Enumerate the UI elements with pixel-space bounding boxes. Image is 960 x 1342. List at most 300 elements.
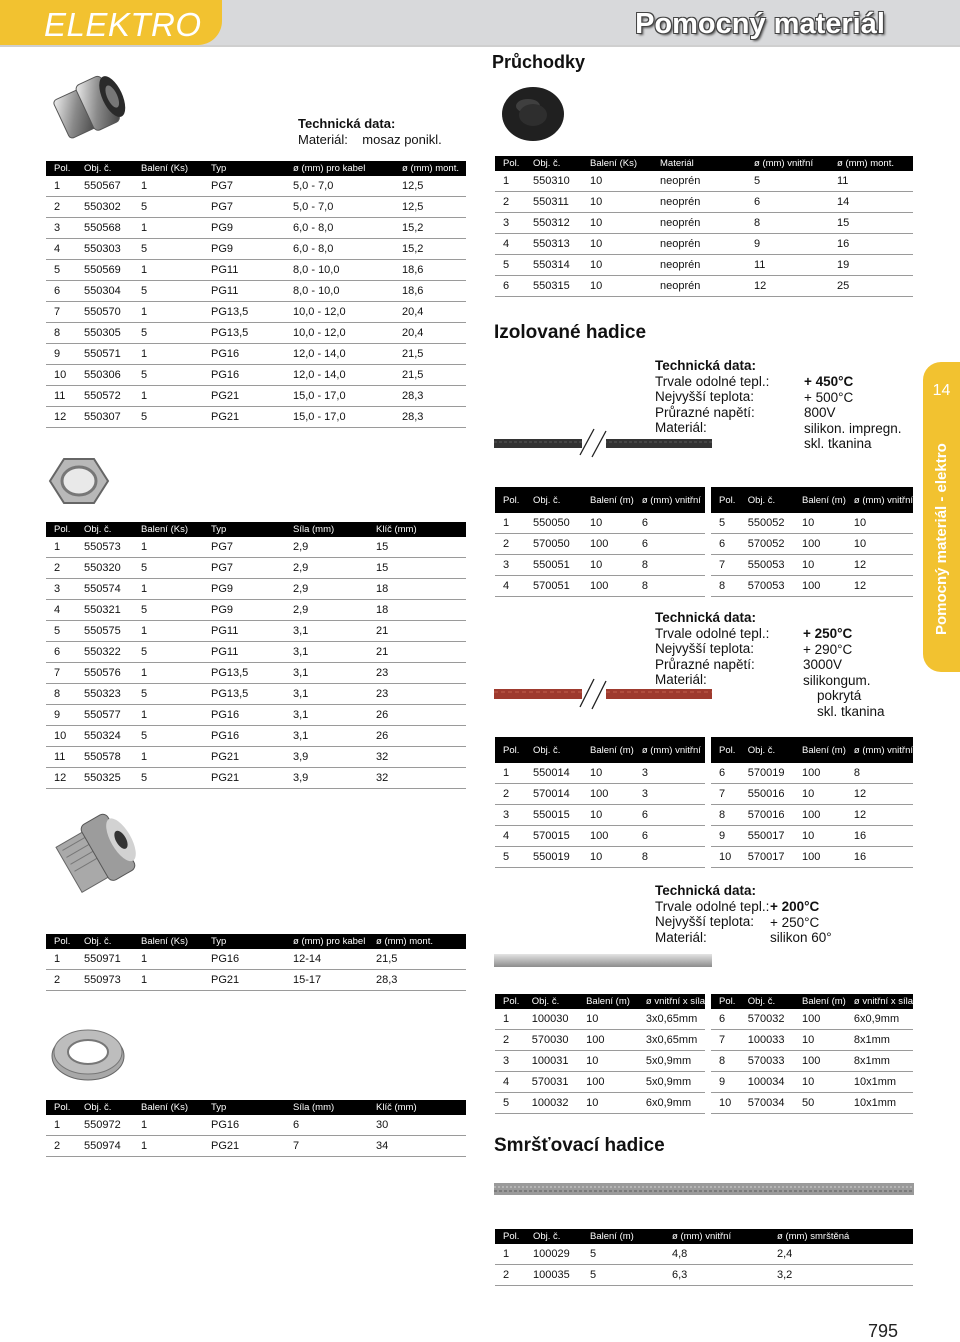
- table-cell: 10: [582, 513, 634, 534]
- table-cell: 21,5: [368, 949, 466, 970]
- column-header: Obj. č.: [740, 737, 794, 763]
- table-cell: 7: [46, 302, 76, 323]
- table-cell: 3,1: [285, 705, 368, 726]
- table-cell: 15,2: [394, 239, 466, 260]
- table-cell: 4: [495, 576, 525, 597]
- table-cell: 21,5: [394, 344, 466, 365]
- table-row: [495, 805, 705, 826]
- table-cell: 2: [46, 558, 76, 579]
- column-header: Pol.: [711, 487, 740, 513]
- table-cell: 1: [46, 1115, 76, 1136]
- table-cell: 100: [578, 1072, 638, 1093]
- table-cell: 100034: [740, 1072, 794, 1093]
- table-row: [46, 386, 466, 407]
- tech-material: Materiál: mosaz ponikl.: [298, 132, 442, 147]
- table-row: [46, 260, 466, 281]
- table-cell: 100: [794, 763, 846, 784]
- table-cell: 10: [582, 555, 634, 576]
- tech-value: + 250°C: [803, 626, 853, 641]
- table-header: [495, 737, 705, 763]
- column-header: Pol.: [495, 737, 525, 763]
- table-row: [46, 684, 466, 705]
- tech-label: Nejvyšší teplota:: [655, 914, 755, 929]
- column-header: Typ: [203, 522, 285, 537]
- table-sleeving-1b: [711, 487, 913, 597]
- table-cell: 5: [582, 1244, 664, 1265]
- table-cell: 3: [495, 1051, 524, 1072]
- table-cell: 8: [711, 576, 740, 597]
- table-cell: 9: [711, 1072, 740, 1093]
- table-row: [495, 555, 705, 576]
- table-cell: 50: [794, 1093, 846, 1114]
- table-cell: 550974: [76, 1136, 133, 1157]
- table-cell: 550973: [76, 970, 133, 991]
- table-cell: PG21: [203, 407, 285, 428]
- table-row: [711, 847, 913, 868]
- table-cell: 12,5: [394, 197, 466, 218]
- table-row: [495, 192, 913, 213]
- column-header: Balení (m): [794, 487, 846, 513]
- table-cell: 2,4: [769, 1244, 913, 1265]
- table-row: [46, 600, 466, 621]
- table-row: [46, 323, 466, 344]
- table-cell: 6: [711, 534, 740, 555]
- column-header: ø vnitřní x síla: [638, 994, 705, 1009]
- table-cell: 9: [46, 344, 76, 365]
- table-cell: 550016: [740, 784, 794, 805]
- table-cell: 550313: [525, 234, 582, 255]
- column-header: ø (mm) vnitřní: [746, 156, 829, 171]
- table-cell: 12: [46, 407, 76, 428]
- table-shrink-tube: [495, 1229, 913, 1286]
- table-row: [711, 805, 913, 826]
- table-cell: 5: [582, 1265, 664, 1286]
- column-header: Pol.: [711, 994, 740, 1009]
- table-cell: 550307: [76, 407, 133, 428]
- table-cell: 550302: [76, 197, 133, 218]
- table-cell: 10: [582, 213, 652, 234]
- table-row: [46, 1115, 466, 1136]
- table-cell: 1: [133, 302, 203, 323]
- table-cell: 550053: [740, 555, 794, 576]
- table-cell: 1: [133, 579, 203, 600]
- table-row: [46, 281, 466, 302]
- table-cell: 30: [368, 1115, 466, 1136]
- table-row: [495, 234, 913, 255]
- table-cell: 5: [133, 281, 203, 302]
- table-cell: 100: [578, 1030, 638, 1051]
- table-cell: 5,0 - 7,0: [285, 176, 394, 197]
- sleeving-black-image: [494, 425, 714, 465]
- table-cell: neoprén: [652, 213, 746, 234]
- table-row: [46, 726, 466, 747]
- table-row: [711, 1009, 913, 1030]
- table-cell: 550569: [76, 260, 133, 281]
- table-row: [711, 576, 913, 597]
- brand-title: ELEKTRO: [44, 6, 202, 43]
- table-header: [495, 994, 705, 1009]
- table-row: [711, 826, 913, 847]
- table-cell: 550972: [76, 1115, 133, 1136]
- table-cell: 1: [133, 705, 203, 726]
- table-cell: 550571: [76, 344, 133, 365]
- table-cell: PG21: [203, 1136, 285, 1157]
- table-cell: 550574: [76, 579, 133, 600]
- table-cell: 100: [794, 1051, 846, 1072]
- table-cell: 6x0,9mm: [846, 1009, 913, 1030]
- tech-heading: Technická data:: [298, 116, 396, 131]
- table-row: [495, 534, 705, 555]
- tech-value: + 250°C: [770, 914, 820, 930]
- table-cell: 3,1: [285, 621, 368, 642]
- table-row: [711, 1072, 913, 1093]
- table-row: [495, 513, 705, 534]
- table-cell: 21: [368, 642, 466, 663]
- table-cell: 10: [582, 234, 652, 255]
- column-header: ø (mm) pro kabel: [285, 161, 394, 176]
- table-row: [46, 365, 466, 386]
- table-row: [46, 705, 466, 726]
- table-cell: 9: [711, 826, 740, 847]
- sleeving-red-image: [494, 675, 714, 715]
- table-header: [46, 522, 466, 537]
- table-cell: PG11: [203, 621, 285, 642]
- section-title-izolovane-hadice: Izolované hadice: [494, 322, 647, 343]
- table-cell: 550310: [525, 171, 582, 192]
- tech-value: + 450°C: [804, 374, 854, 389]
- tech-value: silikon. impregn.: [804, 420, 902, 436]
- table-cell: 2: [495, 784, 525, 805]
- section-title-smrstovaci-hadice: Smršťovací hadice: [494, 1135, 665, 1156]
- tech-values-sleeving-1: [804, 374, 902, 452]
- table-cell: PG21: [203, 747, 285, 768]
- tech-value: + 290°C: [803, 641, 853, 657]
- table-cell: 550314: [525, 255, 582, 276]
- table-cell: PG13,5: [203, 323, 285, 344]
- table-cell: 6: [46, 642, 76, 663]
- table-cell: 570017: [740, 847, 794, 868]
- table-cell: 570050: [525, 534, 582, 555]
- tech-data-sleeving-1: [655, 358, 769, 436]
- table-cell: 5: [495, 255, 525, 276]
- chapter-label-wrap: [925, 405, 959, 635]
- table-row: [495, 784, 705, 805]
- table-cell: 550321: [76, 600, 133, 621]
- column-header: Klíč (mm): [368, 522, 466, 537]
- table-header: [495, 487, 705, 513]
- table-cell: 10: [46, 365, 76, 386]
- table-cell: 5: [133, 407, 203, 428]
- table-row: [46, 344, 466, 365]
- table-cell: 11: [746, 255, 829, 276]
- table-cell: 6,0 - 8,0: [285, 218, 394, 239]
- table-cell: 8: [711, 805, 740, 826]
- table-cell: 5: [46, 621, 76, 642]
- column-header: Obj. č.: [525, 156, 582, 171]
- table-row: [46, 407, 466, 428]
- table-cell: 10: [794, 826, 846, 847]
- table-cell: 12: [846, 805, 913, 826]
- table-cell: 6: [46, 281, 76, 302]
- column-header: Balení (m): [582, 737, 634, 763]
- table-cell: 100: [794, 847, 846, 868]
- tech-label: Průrazné napětí:: [655, 656, 755, 672]
- table-header: [46, 934, 466, 949]
- column-header: ø (mm) pro kabel: [285, 934, 368, 949]
- table-cell: 570053: [740, 576, 794, 597]
- chapter-number: 14: [932, 382, 951, 399]
- table-cell: 4: [495, 234, 525, 255]
- table-cell: 1: [495, 1009, 524, 1030]
- table-cell: 100032: [524, 1093, 578, 1114]
- table-cell: 3,1: [285, 684, 368, 705]
- table-brass-glands: [46, 161, 466, 428]
- table-cell: 12: [846, 555, 913, 576]
- table-row: [711, 784, 913, 805]
- table-cell: 5,0 - 7,0: [285, 197, 394, 218]
- column-header: Pol.: [46, 934, 76, 949]
- table-cell: 6,0 - 8,0: [285, 239, 394, 260]
- table-cell: 2,9: [285, 558, 368, 579]
- table-cell: 5: [133, 197, 203, 218]
- table-cell: 18,6: [394, 260, 466, 281]
- column-header: Pol.: [46, 1100, 76, 1115]
- column-header: Typ: [203, 1100, 285, 1115]
- table-cell: 100031: [524, 1051, 578, 1072]
- table-cell: 1: [133, 621, 203, 642]
- table-cell: 550578: [76, 747, 133, 768]
- table-row: [46, 642, 466, 663]
- table-sleeving-2b: [711, 737, 913, 868]
- table-cell: 10: [582, 171, 652, 192]
- table-row: [711, 1093, 913, 1114]
- table-cell: 3: [495, 805, 525, 826]
- table-cell: 12-14: [285, 949, 368, 970]
- column-header: Pol.: [495, 156, 525, 171]
- table-cell: 12: [846, 784, 913, 805]
- tech-label: Nejvyšší teplota:: [655, 641, 755, 656]
- table-cell: 6: [285, 1115, 368, 1136]
- table-cell: 10: [578, 1009, 638, 1030]
- table-cell: 550324: [76, 726, 133, 747]
- locknut-plastic-image: [48, 1024, 128, 1084]
- table-cell: 15: [368, 558, 466, 579]
- column-header: Obj. č.: [76, 161, 133, 176]
- table-cell: 1: [495, 763, 525, 784]
- column-header: Balení (Ks): [133, 161, 203, 176]
- table-cell: 8,0 - 10,0: [285, 260, 394, 281]
- table-cell: 8: [46, 323, 76, 344]
- table-cell: 10: [578, 1051, 638, 1072]
- table-cell: 3,9: [285, 768, 368, 789]
- table-cell: 1: [133, 663, 203, 684]
- table-row: [495, 847, 705, 868]
- table-cell: 6: [711, 1009, 740, 1030]
- table-cell: PG21: [203, 768, 285, 789]
- tech-label: Průrazné napětí:: [655, 404, 755, 420]
- column-header: Obj. č.: [740, 994, 794, 1009]
- tech-data-tubing: [655, 883, 769, 945]
- table-plastic-glands: [46, 934, 466, 991]
- table-cell: 3,1: [285, 663, 368, 684]
- table-cell: 23: [368, 684, 466, 705]
- table-cell: 1: [133, 537, 203, 558]
- table-cell: 15,2: [394, 218, 466, 239]
- table-cell: 4: [495, 1072, 524, 1093]
- table-cell: 5: [133, 684, 203, 705]
- table-row: [495, 276, 913, 297]
- table-silicone-tube-a: [495, 994, 705, 1114]
- column-header: Obj. č.: [76, 522, 133, 537]
- table-row: [495, 763, 705, 784]
- table-cell: 10: [794, 1072, 846, 1093]
- table-cell: 5: [46, 260, 76, 281]
- table-cell: 6x0,9mm: [638, 1093, 705, 1114]
- table-cell: 550017: [740, 826, 794, 847]
- table-cell: 5: [495, 847, 525, 868]
- column-header: Balení (m): [582, 487, 634, 513]
- table-cell: 5x0,9mm: [638, 1072, 705, 1093]
- table-cell: 3: [495, 213, 525, 234]
- column-header: Obj. č.: [740, 487, 794, 513]
- column-header: ø (mm) mont.: [829, 156, 913, 171]
- table-cell: 550567: [76, 176, 133, 197]
- table-cell: 10: [582, 763, 634, 784]
- table-cell: 100035: [525, 1265, 582, 1286]
- table-row: [711, 513, 913, 534]
- column-header: Obj. č.: [76, 934, 133, 949]
- table-cell: 10x1mm: [846, 1093, 913, 1114]
- tech-label: Trvale odolné tepl.:: [655, 625, 770, 641]
- table-cell: 32: [368, 768, 466, 789]
- column-header: Pol.: [46, 161, 76, 176]
- table-cell: 3,9: [285, 747, 368, 768]
- table-cell: PG9: [203, 600, 285, 621]
- table-cell: 10: [46, 726, 76, 747]
- table-cell: 550015: [525, 805, 582, 826]
- table-cell: 2: [46, 197, 76, 218]
- table-header: [711, 737, 913, 763]
- table-cell: PG13,5: [203, 302, 285, 323]
- table-cell: 550570: [76, 302, 133, 323]
- table-cell: 1: [495, 171, 525, 192]
- table-row: [495, 826, 705, 847]
- table-row: [46, 239, 466, 260]
- header-divider: [0, 45, 960, 47]
- table-cell: 100: [794, 805, 846, 826]
- shrink-tube-image: [494, 1180, 914, 1200]
- table-cell: 9: [46, 705, 76, 726]
- table-cell: 19: [829, 255, 913, 276]
- table-cell: 5: [133, 642, 203, 663]
- table-row: [495, 1265, 913, 1286]
- tech-value: silikon 60°: [770, 930, 832, 945]
- table-row: [495, 1030, 705, 1051]
- table-cell: 16: [829, 234, 913, 255]
- table-cell: 11: [46, 747, 76, 768]
- table-cell: 20,4: [394, 323, 466, 344]
- table-cell: 3x0,65mm: [638, 1009, 705, 1030]
- table-cell: 11: [46, 386, 76, 407]
- table-cell: 550576: [76, 663, 133, 684]
- table-cell: 10: [711, 847, 740, 868]
- tech-heading: Technická data:: [655, 610, 757, 625]
- table-cell: 570032: [740, 1009, 794, 1030]
- table-cell: 100030: [524, 1009, 578, 1030]
- table-cell: 10,0 - 12,0: [285, 302, 394, 323]
- table-cell: 8: [846, 763, 913, 784]
- table-cell: 550323: [76, 684, 133, 705]
- table-row: [711, 534, 913, 555]
- table-cell: 14: [829, 192, 913, 213]
- table-row: [46, 768, 466, 789]
- table-cell: 23: [368, 663, 466, 684]
- table-cell: PG9: [203, 239, 285, 260]
- table-cell: PG11: [203, 642, 285, 663]
- table-header: [495, 1229, 913, 1244]
- table-cell: 570034: [740, 1093, 794, 1114]
- table-cell: 570052: [740, 534, 794, 555]
- column-header: Pol.: [495, 1229, 525, 1244]
- tech-value: skl. tkanina: [804, 436, 872, 451]
- table-cell: 3,1: [285, 642, 368, 663]
- table-row: [46, 621, 466, 642]
- table-cell: 4,8: [664, 1244, 769, 1265]
- table-cell: 8x1mm: [846, 1051, 913, 1072]
- column-header: Balení (m): [794, 994, 846, 1009]
- table-cell: 5: [133, 558, 203, 579]
- table-cell: PG13,5: [203, 684, 285, 705]
- tech-values-sleeving-2: [803, 626, 885, 719]
- table-cell: 550051: [525, 555, 582, 576]
- table-cell: 550573: [76, 537, 133, 558]
- table-cell: 1: [133, 1115, 203, 1136]
- table-cell: 12,0 - 14,0: [285, 344, 394, 365]
- table-cell: 28,3: [368, 970, 466, 991]
- tech-label: Nejvyšší teplota:: [655, 389, 755, 404]
- tech-data-brass: [298, 116, 442, 148]
- silicone-tube-image: [494, 950, 714, 972]
- column-header: ø (mm) vnitřní: [846, 737, 913, 763]
- table-cell: 5: [495, 1093, 524, 1114]
- table-row: [46, 558, 466, 579]
- table-cell: 11: [829, 171, 913, 192]
- table-cell: 8: [746, 213, 829, 234]
- table-cell: 3: [46, 218, 76, 239]
- tech-heading: Technická data:: [655, 883, 757, 898]
- table-plastic-locknuts: [46, 1100, 466, 1157]
- column-header: Pol.: [46, 522, 76, 537]
- table-row: [46, 302, 466, 323]
- table-cell: 12,5: [394, 176, 466, 197]
- column-header: Materiál: [652, 156, 746, 171]
- tech-value: skl. tkanina: [817, 703, 885, 719]
- table-cell: 18: [368, 579, 466, 600]
- table-cell: 4: [46, 600, 76, 621]
- table-cell: 6: [634, 534, 705, 555]
- tech-values-tubing: [770, 899, 832, 946]
- column-header: Síla (mm): [285, 522, 368, 537]
- table-row: [46, 218, 466, 239]
- table-cell: PG16: [203, 949, 285, 970]
- column-header: Typ: [203, 161, 285, 176]
- column-header: Síla (mm): [285, 1100, 368, 1115]
- table-row: [495, 1244, 913, 1265]
- table-sleeving-2a: [495, 737, 705, 868]
- column-header: ø (mm) vnitřní: [664, 1229, 769, 1244]
- table-cell: 10: [794, 784, 846, 805]
- cable-gland-metal-image: [45, 68, 135, 148]
